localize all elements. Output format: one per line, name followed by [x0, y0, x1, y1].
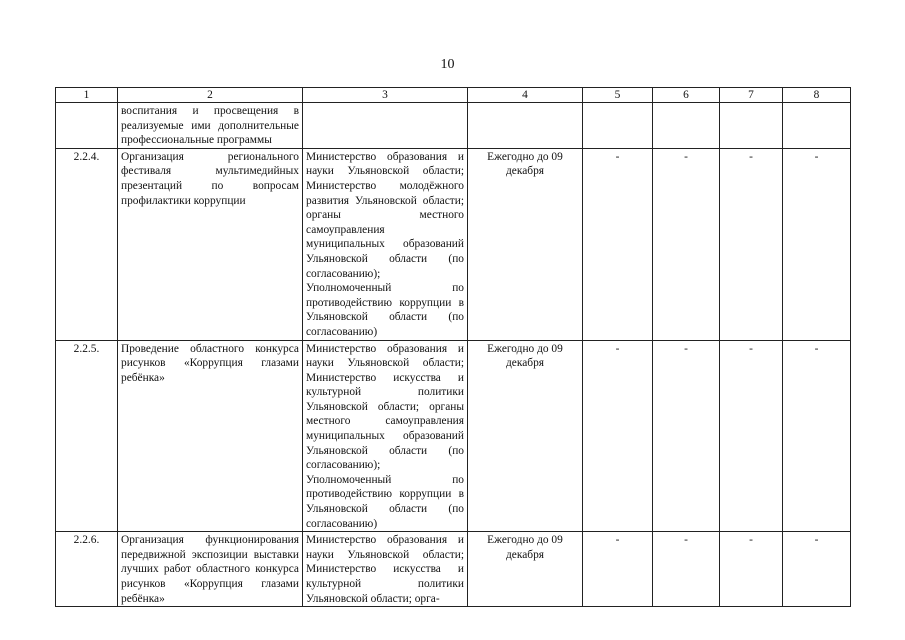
term-cell: Ежегодно до 09 декабря	[468, 532, 583, 607]
column-8-cell: -	[783, 340, 851, 532]
column-header-3: 3	[303, 88, 468, 103]
column-header-1: 1	[56, 88, 118, 103]
column-header-6: 6	[653, 88, 720, 103]
column-header-8: 8	[783, 88, 851, 103]
column-8-cell: -	[783, 532, 851, 607]
executors-cell	[303, 103, 468, 149]
term-cell: Ежегодно до 09 декабря	[468, 340, 583, 532]
executors-cell: Министерство образования и науки Ульяновской области; Министерство искусства и культурной политики Ульяновской области; органы местного самоуправления муниципальных образований Ульяновской области (по согласованию); Уполномоченный по противодействию коррупции в Ульяновской области (по согласованию)	[303, 340, 468, 532]
column-6-cell: -	[653, 148, 720, 340]
term-cell: Ежегодно до 09 декабря	[468, 148, 583, 340]
table-row	[56, 532, 851, 607]
column-header-2: 2	[118, 88, 303, 103]
activity-cell: воспитания и просвещения в реализуемые ими дополнительные профессиональные программы	[118, 103, 303, 149]
column-header-5: 5	[583, 88, 653, 103]
column-8-cell	[783, 103, 851, 149]
table-row	[56, 103, 851, 149]
column-7-cell: -	[720, 532, 783, 607]
activity-cell: Проведение областного конкурса рисунков «Коррупция глазами ребёнка»	[118, 340, 303, 532]
table-row	[56, 340, 851, 532]
column-6-cell: -	[653, 532, 720, 607]
table-header-row	[56, 88, 851, 103]
column-header-7: 7	[720, 88, 783, 103]
column-7-cell	[720, 103, 783, 149]
column-7-cell: -	[720, 340, 783, 532]
column-header-4: 4	[468, 88, 583, 103]
action-plan-table	[55, 87, 851, 607]
column-6-cell	[653, 103, 720, 149]
column-8-cell: -	[783, 148, 851, 340]
column-7-cell: -	[720, 148, 783, 340]
page-number: 10	[440, 57, 455, 72]
table-row	[56, 148, 851, 340]
column-5-cell: -	[583, 532, 653, 607]
executors-cell: Министерство образования и науки Ульяновской области; Министерство искусства и культурной политики Ульяновской области; орга-	[303, 532, 468, 607]
row-number: 2.2.5.	[56, 340, 118, 532]
column-5-cell: -	[583, 340, 653, 532]
activity-cell: Организация регионального фестиваля мультимедийных презентаций по вопросам профилактики коррупции	[118, 148, 303, 340]
activity-cell: Организация функционирования передвижной экспозиции выставки лучших работ областного конкурса рисунков «Коррупция глазами ребёнка»	[118, 532, 303, 607]
row-number: 2.2.4.	[56, 148, 118, 340]
row-number	[56, 103, 118, 149]
row-number: 2.2.6.	[56, 532, 118, 607]
executors-cell: Министерство образования и науки Ульяновской области; Министерство молодёжного развития Ульяновской области; органы местного самоуправления муниципальных образований Ульяновской области (по согласованию); Уполномоченный по противодействию коррупции в Ульяновской области (по согласованию)	[303, 148, 468, 340]
column-5-cell: -	[583, 148, 653, 340]
column-6-cell: -	[653, 340, 720, 532]
term-cell	[468, 103, 583, 149]
column-5-cell	[583, 103, 653, 149]
